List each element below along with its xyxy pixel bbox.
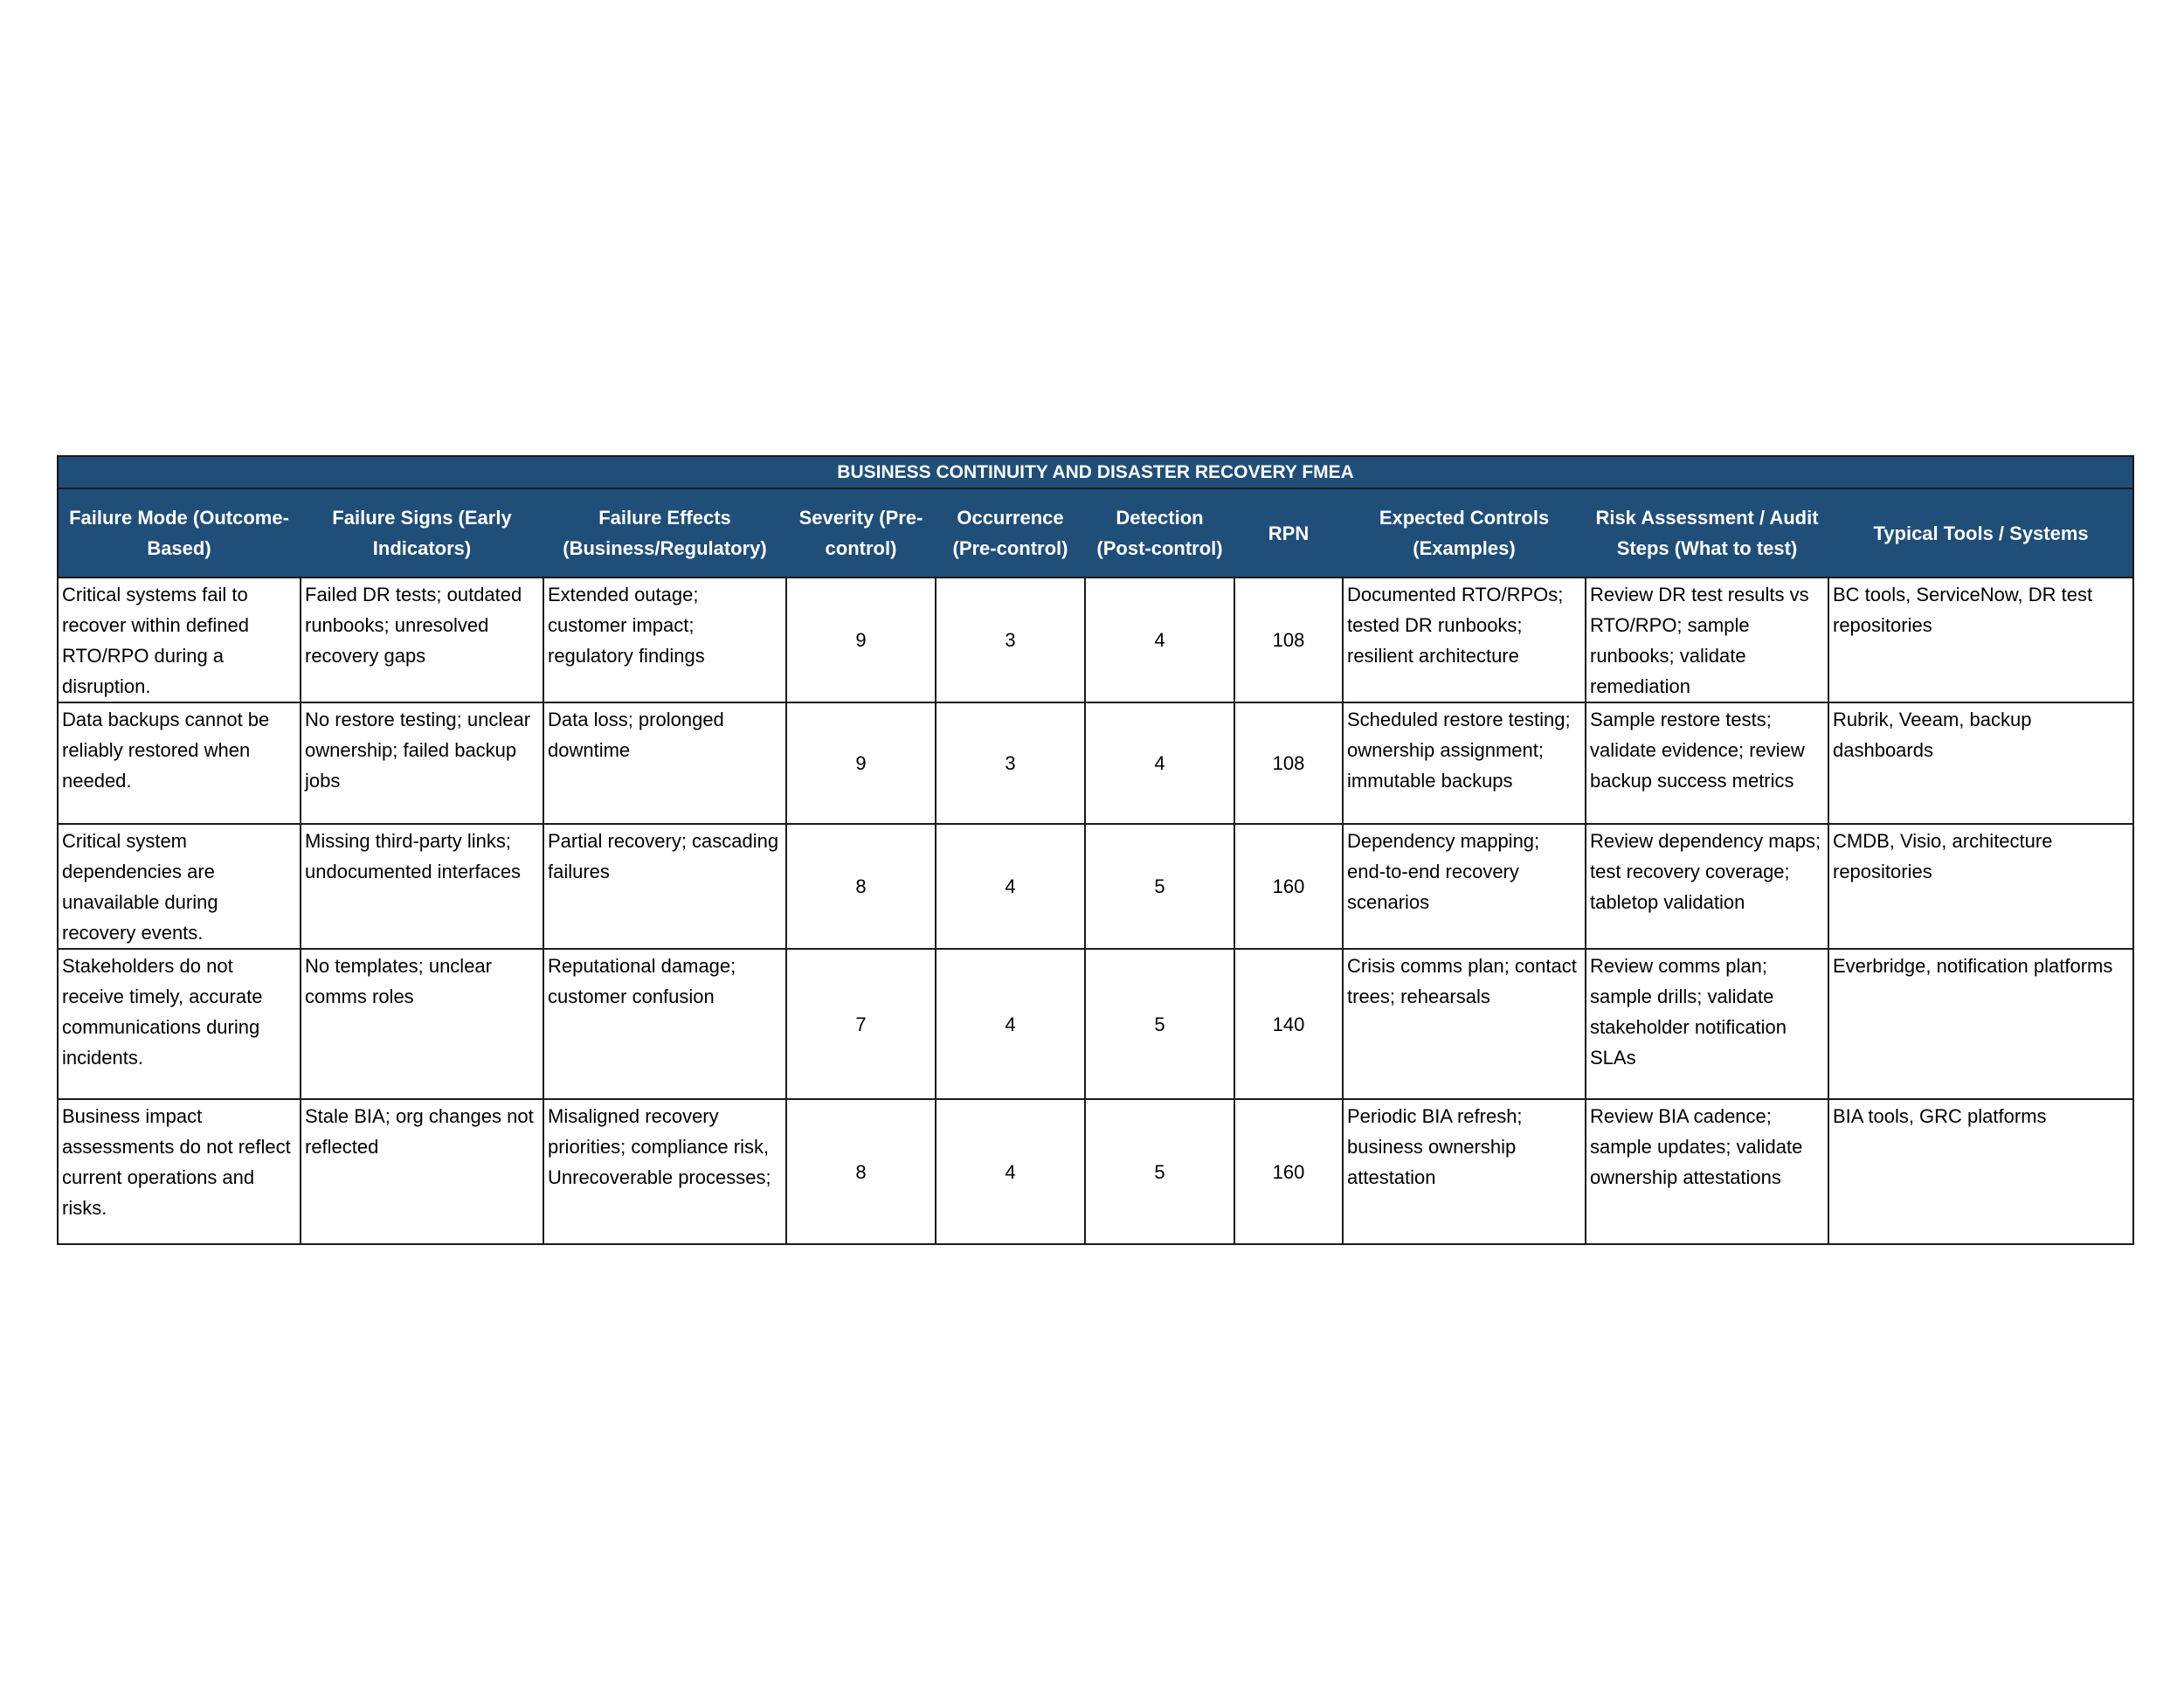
- column-header-failure-signs: Failure Signs (Early Indicators): [301, 488, 543, 578]
- failure-mode-cell: Critical system dependencies are unavailable during recovery events.: [58, 824, 301, 949]
- controls-cell: Dependency mapping; end-to-end recovery scenarios: [1343, 824, 1586, 949]
- failure-mode-cell: Business impact assessments do not reflect current operations and risks.: [58, 1099, 301, 1244]
- failure-effects-cell: Misaligned recovery priorities; compliance risk, Unrecoverable processes;: [543, 1099, 786, 1244]
- severity-cell: 8: [786, 824, 936, 949]
- occurrence-cell: 3: [936, 578, 1085, 702]
- failure-mode-cell: Data backups cannot be reliably restored when needed.: [58, 702, 301, 824]
- rpn-cell: 160: [1234, 824, 1343, 949]
- column-header-rpn: RPN: [1234, 488, 1343, 578]
- detection-cell: 4: [1085, 702, 1234, 824]
- audit-steps-cell: Review DR test results vs RTO/RPO; sample runbooks; validate remediation: [1586, 578, 1828, 702]
- failure-signs-cell: No templates; unclear comms roles: [301, 949, 543, 1099]
- audit-steps-cell: Review comms plan; sample drills; validate stakeholder notification SLAs: [1586, 949, 1828, 1099]
- audit-steps-cell: Review BIA cadence; sample updates; validate ownership attestations: [1586, 1099, 1828, 1244]
- failure-mode-cell: Stakeholders do not receive timely, accurate communications during incidents.: [58, 949, 301, 1099]
- column-header-failure-mode: Failure Mode (Outcome-Based): [58, 488, 301, 578]
- column-header-severity: Severity (Pre-control): [786, 488, 936, 578]
- severity-cell: 9: [786, 702, 936, 824]
- detection-cell: 5: [1085, 1099, 1234, 1244]
- table-row: [58, 949, 2133, 1099]
- failure-signs-cell: No restore testing; unclear ownership; failed backup jobs: [301, 702, 543, 824]
- failure-mode-cell: Critical systems fail to recover within defined RTO/RPO during a disruption.: [58, 578, 301, 702]
- header-row: [58, 488, 2133, 578]
- failure-effects-cell: Partial recovery; cascading failures: [543, 824, 786, 949]
- occurrence-cell: 4: [936, 1099, 1085, 1244]
- failure-signs-cell: Failed DR tests; outdated runbooks; unresolved recovery gaps: [301, 578, 543, 702]
- column-header-occurrence: Occurrence (Pre-control): [936, 488, 1085, 578]
- column-header-audit-steps: Risk Assessment / Audit Steps (What to test): [1586, 488, 1828, 578]
- rpn-cell: 140: [1234, 949, 1343, 1099]
- failure-signs-cell: Missing third-party links; undocumented interfaces: [301, 824, 543, 949]
- failure-signs-cell: Stale BIA; org changes not reflected: [301, 1099, 543, 1244]
- tools-cell: Everbridge, notification platforms: [1828, 949, 2133, 1099]
- failure-effects-cell: Data loss; prolonged downtime: [543, 702, 786, 824]
- rpn-cell: 160: [1234, 1099, 1343, 1244]
- table-row: [58, 578, 2133, 702]
- column-header-failure-effects: Failure Effects (Business/Regulatory): [543, 488, 786, 578]
- audit-steps-cell: Sample restore tests; validate evidence; review backup success metrics: [1586, 702, 1828, 824]
- table-row: [58, 1099, 2133, 1244]
- failure-effects-cell: Extended outage; customer impact; regulatory findings: [543, 578, 786, 702]
- rpn-cell: 108: [1234, 578, 1343, 702]
- occurrence-cell: 4: [936, 824, 1085, 949]
- rpn-cell: 108: [1234, 702, 1343, 824]
- column-header-tools: Typical Tools / Systems: [1828, 488, 2133, 578]
- tools-cell: BIA tools, GRC platforms: [1828, 1099, 2133, 1244]
- table-row: [58, 702, 2133, 824]
- failure-effects-cell: Reputational damage; customer confusion: [543, 949, 786, 1099]
- severity-cell: 9: [786, 578, 936, 702]
- occurrence-cell: 3: [936, 702, 1085, 824]
- controls-cell: Periodic BIA refresh; business ownership attestation: [1343, 1099, 1586, 1244]
- controls-cell: Documented RTO/RPOs; tested DR runbooks; resilient architecture: [1343, 578, 1586, 702]
- title-row: [58, 456, 2133, 488]
- table-row: [58, 824, 2133, 949]
- detection-cell: 5: [1085, 949, 1234, 1099]
- column-header-expected-controls: Expected Controls (Examples): [1343, 488, 1586, 578]
- severity-cell: 7: [786, 949, 936, 1099]
- severity-cell: 8: [786, 1099, 936, 1244]
- occurrence-cell: 4: [936, 949, 1085, 1099]
- table-title: BUSINESS CONTINUITY AND DISASTER RECOVERY FMEA: [58, 456, 2133, 488]
- tools-cell: CMDB, Visio, architecture repositories: [1828, 824, 2133, 949]
- column-header-detection: Detection (Post-control): [1085, 488, 1234, 578]
- controls-cell: Crisis comms plan; contact trees; rehearsals: [1343, 949, 1586, 1099]
- controls-cell: Scheduled restore testing; ownership assignment; immutable backups: [1343, 702, 1586, 824]
- detection-cell: 5: [1085, 824, 1234, 949]
- detection-cell: 4: [1085, 578, 1234, 702]
- tools-cell: Rubrik, Veeam, backup dashboards: [1828, 702, 2133, 824]
- tools-cell: BC tools, ServiceNow, DR test repositories: [1828, 578, 2133, 702]
- audit-steps-cell: Review dependency maps; test recovery coverage; tabletop validation: [1586, 824, 1828, 949]
- fmea-table: [57, 455, 2134, 1245]
